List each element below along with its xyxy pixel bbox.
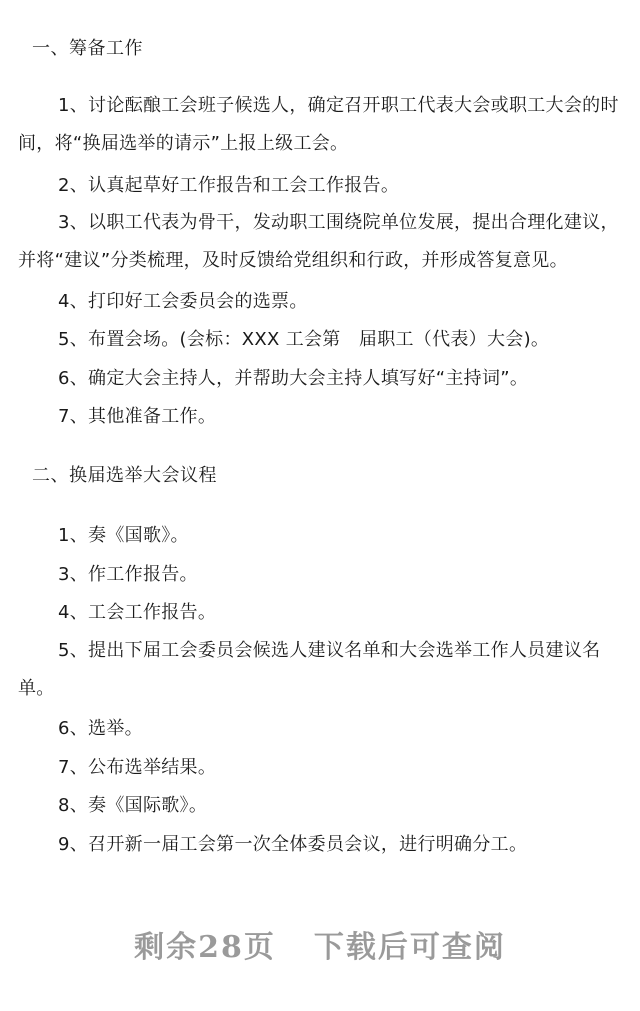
section1-item-6: 6、确定大会主持人，并帮助大会主持人填写好“主持词”。 [58, 368, 529, 389]
section2-item-8: 9、召开新一届工会第一次全体委员会议，进行明确分工。 [58, 834, 528, 855]
section1-item-3: 3、以职工代表为骨干，发动职工围绕院单位发展，提出合理化建议，并将“建议”分类梳理，及时反馈给党组织和行政，并形成答复意见。 [18, 212, 619, 271]
section2-item-2: 3、作工作报告。 [58, 564, 198, 585]
section2-heading: 二、换届选举大会议程 [32, 465, 217, 486]
section2-item-1: 1、奏《国歌》。 [58, 525, 189, 546]
section1-item-5: 5、布置会场。(会标：XXX 工会第 届职工（代表）大会)。 [58, 329, 550, 350]
section1-item-1: 1、讨论酝酿工会班子候选人，确定召开职工代表大会或职工大会的时间，将“换届选举的请示”上报上级工会。 [18, 95, 619, 154]
section1-item-2: 2、认真起草好工作报告和工会工作报告。 [58, 175, 400, 196]
section2-item-7: 8、奏《国际歌》。 [58, 795, 208, 816]
section1-item-7: 7、其他准备工作。 [58, 406, 217, 427]
section2-item-5: 6、选举。 [58, 718, 143, 739]
section2-item-3: 4、工会工作报告。 [58, 602, 217, 623]
section2-item-6: 7、公布选举结果。 [58, 757, 217, 778]
download-to-read-label: 下载后可查阅 [313, 930, 506, 965]
section2-item-4: 5、提出下届工会委员会候选人建议名单和大会选举工作人员建议名单。 [18, 640, 601, 699]
download-banner[interactable] [0, 926, 640, 970]
section1-heading: 一、筹备工作 [32, 38, 143, 59]
section1-item-4: 4、打印好工会委员会的选票。 [58, 291, 308, 312]
remaining-pages-label: 剩余28页 [134, 930, 276, 965]
